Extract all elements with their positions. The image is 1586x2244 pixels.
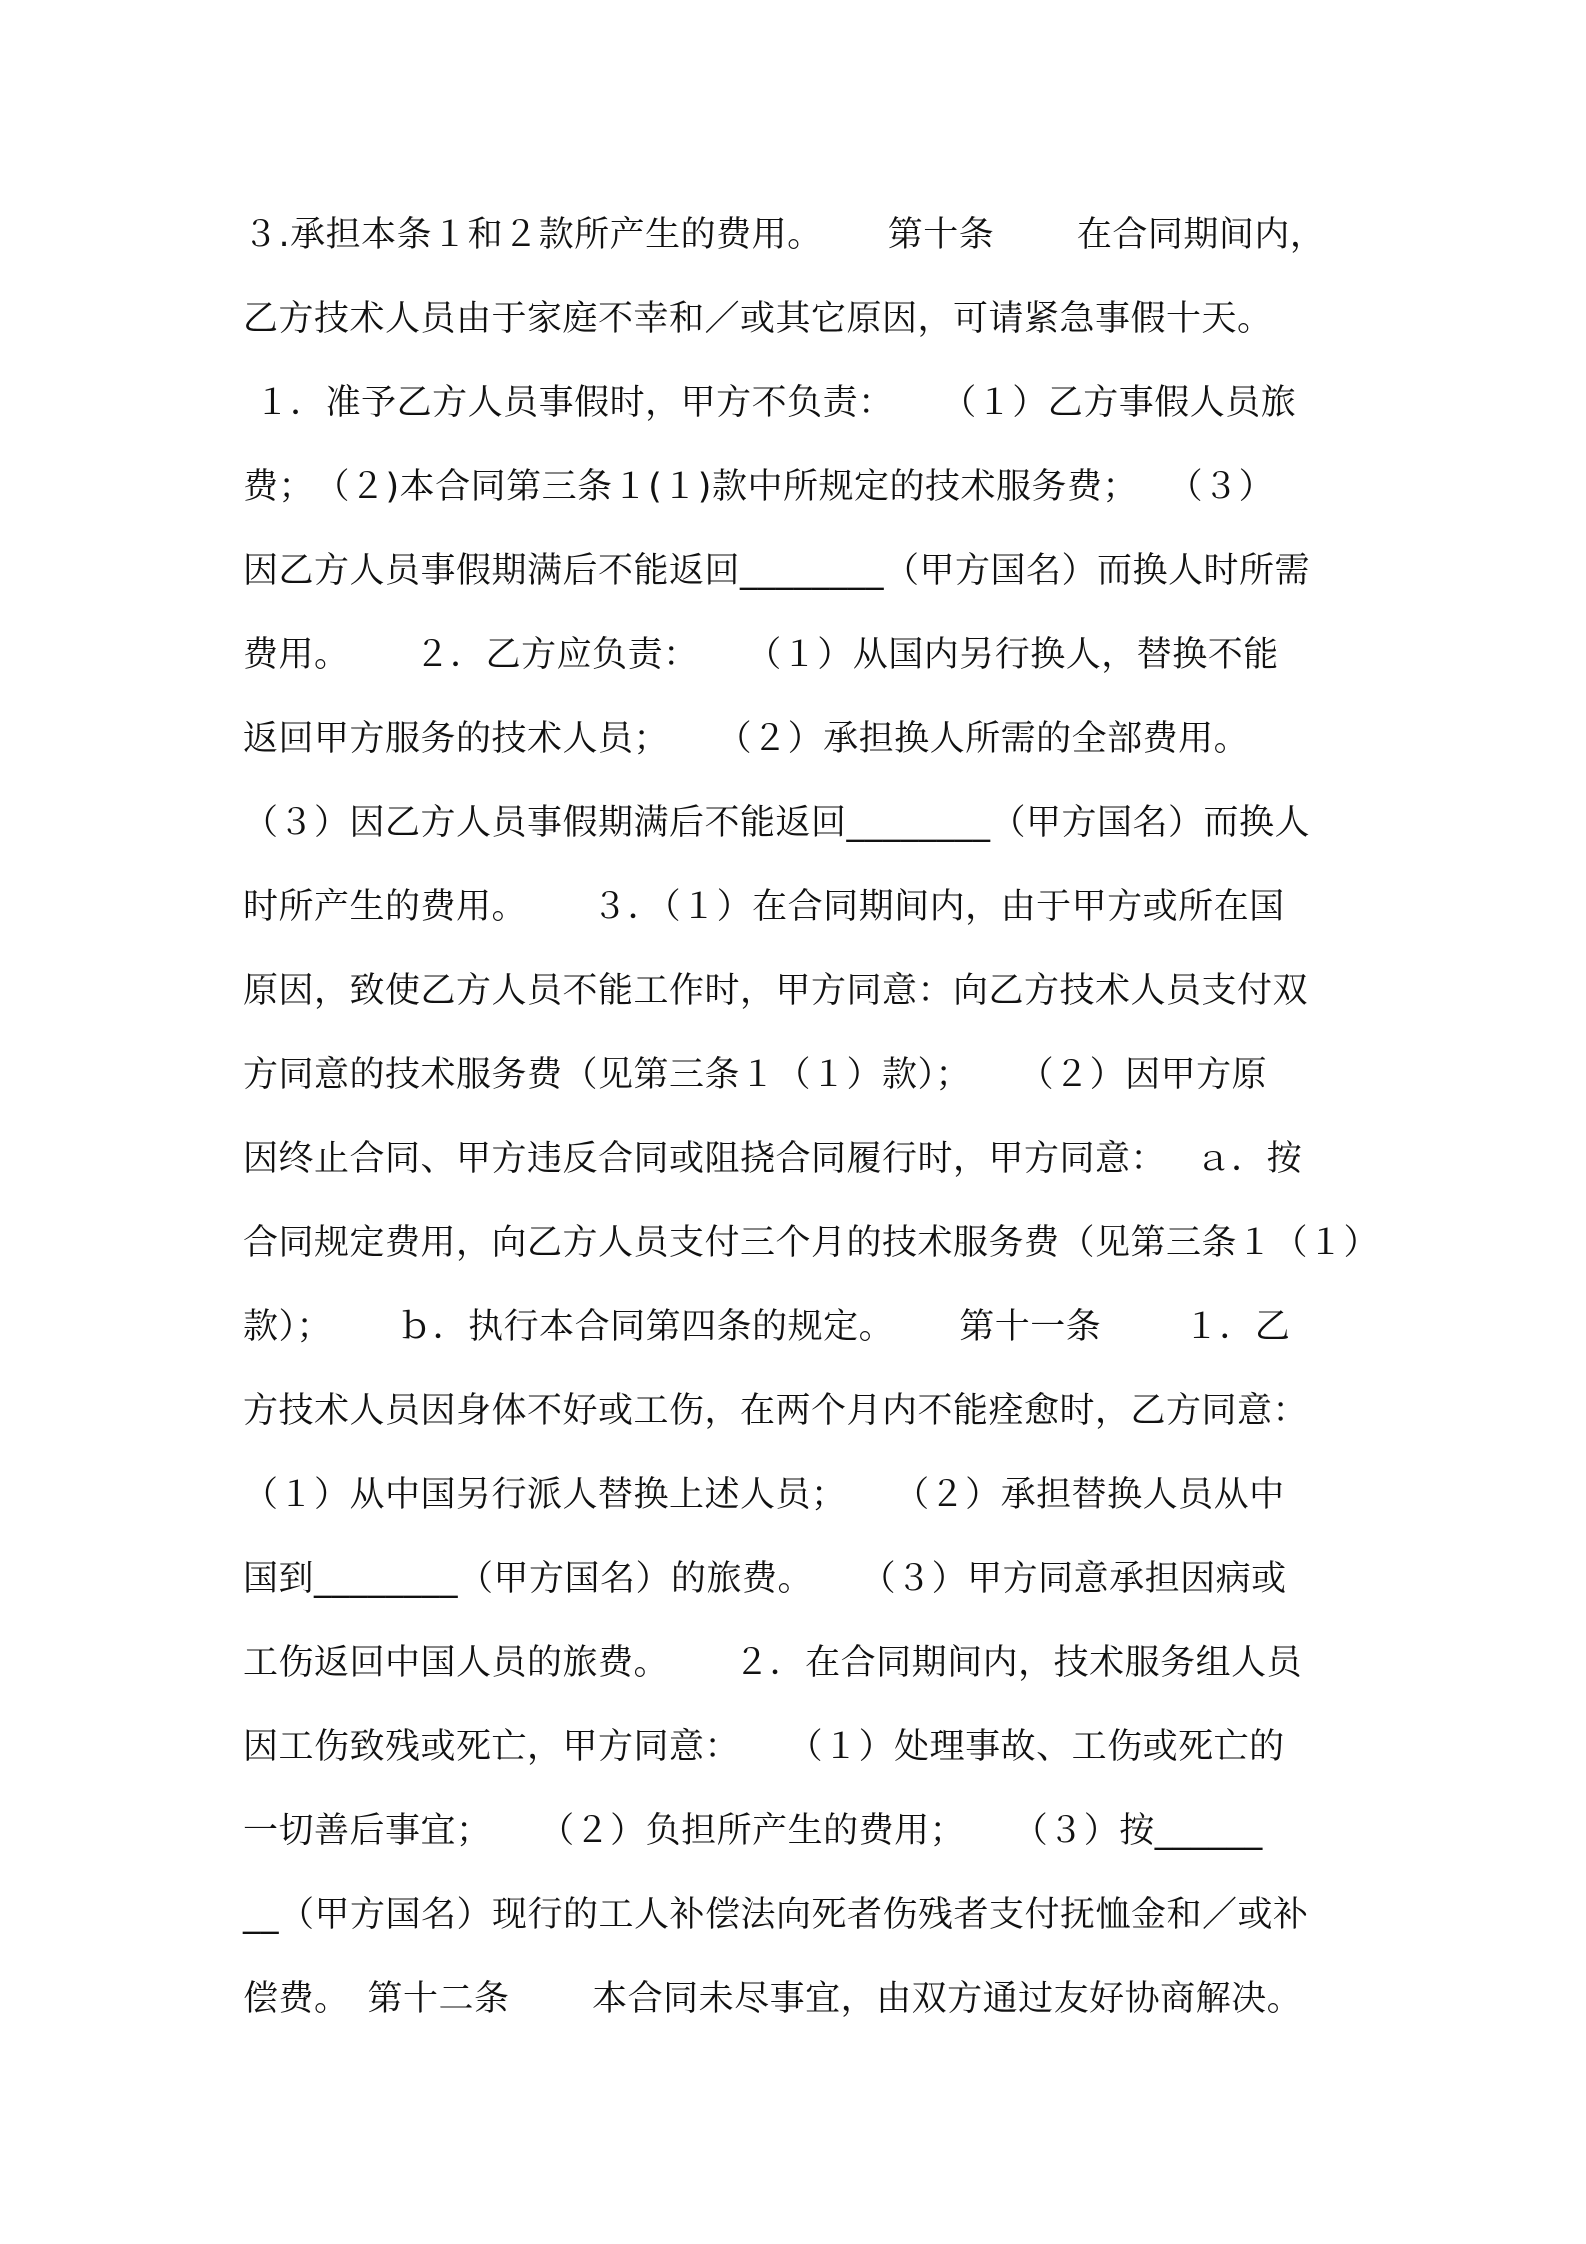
text-line: 方技术人员因身体不好或工伤，在两个月内不能痊愈时，乙方同意：	[243, 1391, 1309, 1431]
text-line: 时所产生的费用。 ３．（１）在合同期间内，由于甲方或所在国	[243, 887, 1285, 927]
text-line: 款）； ｂ．执行本合同第四条的规定。 第十一条 １．乙	[243, 1307, 1291, 1347]
text-line: __（甲方国名）现行的工人补偿法向死者伤残者支付抚恤金和／或补	[243, 1895, 1309, 1935]
text-line: 费用。 ２．乙方应负责： （１）从国内另行换人，替换不能	[243, 635, 1279, 675]
text-line: 原因，致使乙方人员不能工作时，甲方同意：向乙方技术人员支付双	[243, 971, 1309, 1011]
text-line: 国到________（甲方国名）的旅费。 （３）甲方同意承担因病或	[243, 1559, 1287, 1599]
text-line: 合同规定费用，向乙方人员支付三个月的技术服务费（见第三条１（１）	[243, 1223, 1380, 1263]
text-line: （１）从中国另行派人替换上述人员； （２）承担替换人员从中	[243, 1475, 1285, 1515]
text-line: 费； （２)本合同第三条１(１)款中所规定的技术服务费； （３）	[243, 467, 1275, 507]
text-line: 一切善后事宜； （２）负担所产生的费用； （３）按______	[243, 1811, 1263, 1851]
text-line: 因终止合同、甲方违反合同或阻挠合同履行时，甲方同意： ａ．按	[243, 1139, 1303, 1179]
text-line: 乙方技术人员由于家庭不幸和／或其它原因，可请紧急事假十天。	[243, 299, 1273, 339]
text-line: 工伤返回中国人员的旅费。 ２．在合同期间内，技术服务组人员	[243, 1643, 1303, 1683]
text-line: 因工伤致残或死亡，甲方同意： （１）处理事故、工伤或死亡的	[243, 1727, 1285, 1767]
text-line: 返回甲方服务的技术人员； （２）承担换人所需的全部费用。	[243, 719, 1250, 759]
text-line: 偿费。 第十二条 本合同未尽事宜，由双方通过友好协商解决。	[243, 1979, 1303, 2019]
text-line: １．准予乙方人员事假时，甲方不负责： （１）乙方事假人员旅	[243, 383, 1297, 423]
text-line: 方同意的技术服务费（见第三条１（１）款）； （２）因甲方原	[243, 1055, 1268, 1095]
text-line: 因乙方人员事假期满后不能返回________（甲方国名）而换人时所需	[243, 551, 1311, 591]
text-line: ３.承担本条１和２款所产生的费用。 第十条 在合同期间内，	[243, 215, 1326, 255]
text-line: （３）因乙方人员事假期满后不能返回________（甲方国名）而换人	[243, 803, 1311, 843]
contract-body-text	[243, 193, 1380, 2041]
